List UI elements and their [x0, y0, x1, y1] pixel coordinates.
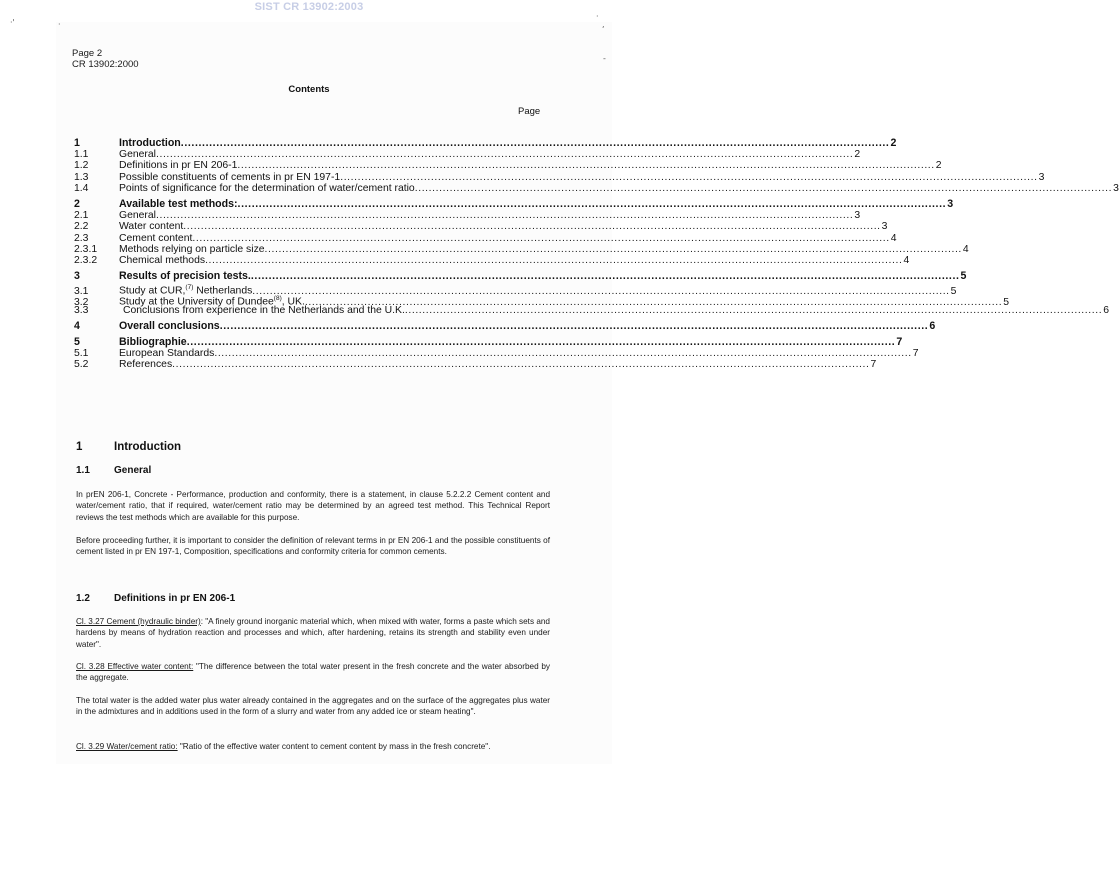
toc-leader-dots: ........................................................................................................................................................................................................: [414, 182, 1113, 194]
toc-entry[interactable]: [74, 336, 903, 348]
toc-entry-number: 3.1: [74, 285, 89, 297]
toc-entry-page: 3: [881, 221, 888, 233]
toc-entry-page: 3: [1038, 171, 1045, 183]
toc-entry-number: 5: [74, 336, 80, 348]
toc-leader-dots: ........................................................................................................................................................................................................: [205, 254, 903, 266]
toc-entry-page: 6: [1103, 304, 1110, 316]
toc-entry-page: 3: [854, 210, 861, 222]
toc-leader-dots: ........................................................................................................................................................................................................: [155, 210, 854, 222]
toc-entry-title: Possible constituents of cements in pr EN 197-1: [119, 171, 341, 183]
toc-entry-title: Overall conclusions: [119, 319, 220, 332]
toc-entry-page: 4: [890, 232, 897, 244]
definition-cement: Cl. 3.27 Cement (hydraulic binder): "A finely ground inorganic material which, when mixed with water, forms a paste which sets and hardens by means of hydration reaction and processes and which, after hardening, retains its strength and stability even under water".: [76, 617, 550, 649]
toc-leader-dots: ........................................................................................................................................................................................................: [172, 359, 870, 371]
toc-leader-dots: ........................................................................................................................................................................................................: [186, 336, 896, 348]
toc-leader-dots: ........................................................................................................................................................................................................: [340, 171, 1038, 183]
toc-entry-page: 5: [960, 270, 967, 283]
toc-entry[interactable]: [74, 304, 1110, 316]
section-heading-1-2: 1.2 Definitions in pr EN 206-1: [76, 593, 236, 604]
toc-entry-number: 1.4: [74, 182, 89, 194]
toc-leader-dots: ........................................................................................................................................................................................................: [180, 137, 890, 149]
reference-superscript: (7): [185, 284, 194, 292]
toc-entry[interactable]: [74, 197, 954, 210]
section-heading-1: 1 Introduction: [76, 441, 182, 453]
toc-leader-dots: ........................................................................................................................................................................................................: [404, 304, 1103, 316]
toc-entry-number: 1.3: [74, 171, 89, 183]
scan-speck: ·: [596, 12, 599, 21]
toc-entry[interactable]: [74, 282, 957, 297]
scan-speck: ·': [10, 18, 15, 27]
page-number: Page 2: [72, 48, 103, 59]
toc-entry-number: 5.2: [74, 359, 89, 371]
toc-entry[interactable]: [74, 359, 877, 371]
toc-entry[interactable]: [74, 182, 1119, 194]
toc-entry-title: General: [119, 149, 156, 161]
toc-entry[interactable]: [74, 232, 897, 244]
toc-entry-page: 2: [935, 160, 942, 172]
toc-entry[interactable]: [74, 210, 861, 222]
toc-entry-title: Conclusions from experience in the Netherlands and the U.K.: [123, 304, 405, 316]
scan-speck: -: [603, 54, 606, 63]
toc-leader-dots: ........................................................................................................................................................................................................: [304, 296, 1003, 308]
definition-water-cement-ratio: Cl. 3.29 Water/cement ratio: "Ratio of the effective water content to cement content by mass in the fresh concrete".: [76, 742, 491, 751]
toc-entry-title: Methods relying on particle size: [119, 243, 265, 255]
page-column-label: Page: [518, 106, 541, 117]
toc-leader-dots: ........................................................................................................................................................................................................: [250, 270, 960, 283]
toc-entry-number: 2.3: [74, 232, 89, 244]
scan-speck: ,: [602, 20, 605, 29]
toc-entry-page: 7: [912, 348, 919, 360]
toc-leader-dots: ........................................................................................................................................................................................................: [237, 197, 947, 210]
toc-entry-page: 4: [903, 254, 910, 266]
table-of-contents: [74, 137, 1119, 371]
clause-ref-3-29: Cl. 3.29 Water/cement ratio:: [76, 742, 178, 751]
toc-entry-page: 3: [1113, 182, 1119, 194]
contents-title: Contents: [288, 84, 330, 95]
toc-entry-page: 3: [947, 197, 954, 210]
toc-leader-dots: ........................................................................................................................................................................................................: [264, 243, 962, 255]
toc-entry[interactable]: [74, 149, 861, 161]
toc-entry[interactable]: [74, 160, 942, 172]
toc-leader-dots: ........................................................................................................................................................................................................: [252, 285, 950, 297]
toc-entry[interactable]: [74, 270, 967, 283]
toc-entry-number: 1.2: [74, 160, 89, 172]
toc-entry-page: 7: [896, 336, 903, 348]
paragraph-total-water: The total water is the added water plus water already contained in the aggregates and on the surface of the aggregates plus water in the admixtures and in additions used in the form of a slurry and water from any added ice or steam heating".: [76, 696, 550, 717]
toc-entry-page: 5: [950, 285, 957, 297]
toc-entry-title: Available test methods:: [119, 197, 238, 210]
toc-entry[interactable]: [74, 348, 919, 360]
toc-entry-number: 5.1: [74, 348, 89, 360]
toc-entry-title: Study at CUR,$^{(7)}$ Netherlands: [119, 284, 253, 297]
toc-entry-number: 2.1: [74, 210, 89, 222]
toc-entry[interactable]: [74, 243, 969, 255]
toc-entry-number: 2.3.2: [74, 254, 98, 266]
toc-entry-page: 2: [890, 137, 897, 149]
toc-entry-page: 2: [854, 149, 861, 161]
toc-entry-title: References: [119, 359, 173, 371]
document-watermark: SIST CR 13902:2003: [254, 1, 364, 13]
toc-leader-dots: ........................................................................................................................................................................................................: [192, 232, 890, 244]
toc-leader-dots: ........................................................................................................................................................................................................: [219, 319, 929, 332]
toc-entry[interactable]: [74, 137, 897, 149]
toc-entry-page: 5: [1003, 296, 1010, 308]
toc-entry-title: Bibliographie: [119, 336, 187, 348]
toc-entry-title: General: [119, 210, 156, 222]
section-heading-1-1: 1.1 General: [76, 465, 152, 476]
toc-entry-number: 3: [74, 270, 80, 283]
toc-entry[interactable]: [74, 319, 936, 332]
toc-entry-title: Study at the University of Dundee$^{(8)}$, UK.: [119, 295, 305, 308]
toc-entry-title: Water content: [119, 221, 184, 233]
toc-entry-title: Definitions in pr EN 206-1: [119, 160, 238, 172]
paragraph-intro: In prEN 206-1, Concrete - Performance, production and conformity, there is a statement, in clause 5.2.2.2 Cement content and water/cement ratio, that if required, water/cement ratio may be determined by an agreed test method. This Technical Report reviews the test methods which are available for this purpose.: [76, 490, 550, 522]
toc-leader-dots: ........................................................................................................................................................................................................: [237, 160, 935, 172]
toc-entry-title: Introduction: [119, 137, 181, 149]
toc-entry-number: 1.1: [74, 149, 89, 161]
toc-entry[interactable]: [74, 171, 1045, 183]
paragraph-before-proceeding: Before proceeding further, it is important to consider the definition of relevant terms in pr EN 206-1 and the possible constituents of cement listed in pr EN 197-1, Composition, specifications and conformity criteria for common cements.: [76, 536, 550, 557]
toc-entry-number: 3.3: [74, 304, 89, 316]
toc-leader-dots: ........................................................................................................................................................................................................: [214, 348, 912, 360]
toc-entry-number: 2.3.1: [74, 243, 98, 255]
toc-entry-title: European Standards: [119, 348, 215, 360]
toc-entry[interactable]: [74, 254, 910, 266]
toc-leader-dots: ........................................................................................................................................................................................................: [155, 149, 854, 161]
toc-entry-number: 3.2: [74, 296, 89, 308]
clause-ref-3-28: Cl. 3.28 Effective water content:: [76, 662, 194, 671]
toc-entry-number: 2: [74, 197, 80, 210]
reference-superscript: (8): [273, 295, 282, 303]
toc-entry-page: 7: [870, 359, 877, 371]
toc-entry-title: Points of significance for the determination of water/cement ratio: [119, 182, 415, 194]
toc-entry-number: 4: [74, 319, 80, 332]
toc-entry-title: Results of precision tests.: [119, 270, 251, 283]
scan-speck: ·: [58, 20, 61, 29]
toc-entry-title: Cement content: [119, 232, 193, 244]
clause-ref-3-27: Cl. 3.27 Cement (hydraulic binder): [76, 617, 201, 626]
toc-entry-title: Chemical methods: [119, 254, 206, 266]
page-sheet: [56, 22, 612, 764]
toc-leader-dots: ........................................................................................................................................................................................................: [183, 221, 881, 233]
document-id: CR 13902:2000: [72, 59, 139, 70]
definition-effective-water: Cl. 3.28 Effective water content: "The difference between the total water present in the fresh concrete and the water absorbed by the aggregate.: [76, 662, 550, 683]
toc-entry-page: 4: [962, 243, 969, 255]
toc-entry-page: 6: [929, 319, 936, 332]
toc-entry[interactable]: [74, 221, 888, 233]
toc-entry-number: 1: [74, 137, 80, 149]
toc-entry-number: 2.2: [74, 221, 89, 233]
